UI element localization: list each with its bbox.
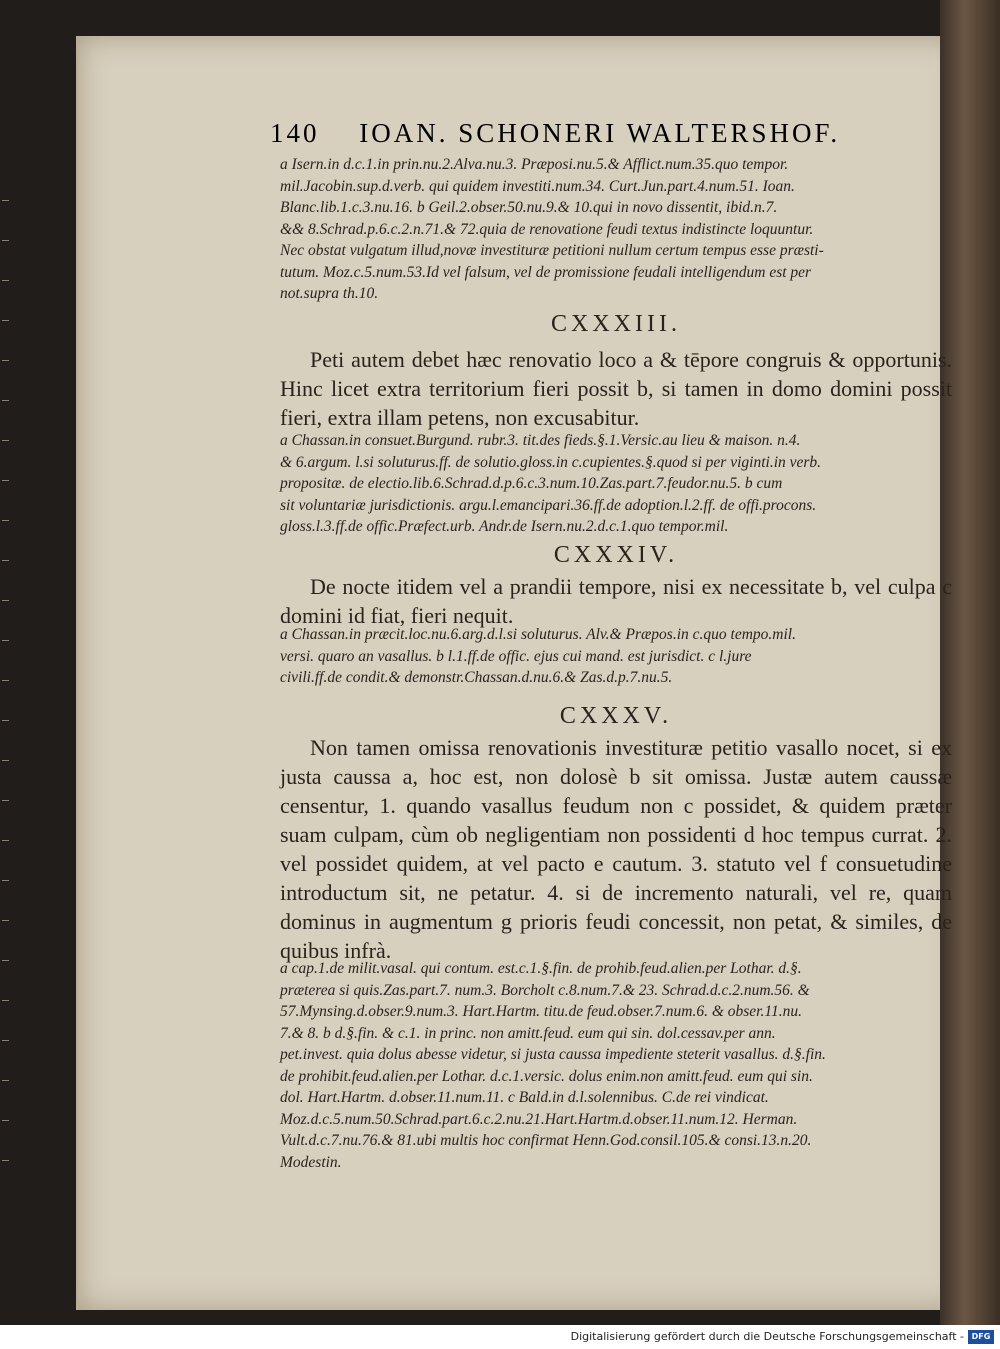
dfg-logo: DFG	[968, 1330, 994, 1344]
ruler-tick	[2, 360, 9, 361]
ruler-tick	[2, 760, 9, 761]
ruler-tick	[2, 320, 9, 321]
footnote-line: a Isern.in d.c.1.in prin.nu.2.Alva.nu.3. Præposi.nu.5.& Afflict.num.35.quo tempor.	[280, 156, 789, 173]
footnote-line: 7.& 8. b d.§.fin. & c.1. in princ. non amitt.feud. eum qui sin. dol.cessav.per ann.	[280, 1024, 776, 1042]
footnote-line: propositæ. de electio.lib.6.Schrad.d.p.6.c.3.num.10.Zas.part.7.feudor.nu.5. b cum	[280, 475, 783, 492]
ruler-tick	[2, 880, 9, 881]
footnote-line: dol. Hart.Hartm. d.obser.11.num.11. c Bald.in d.l.solennibus. C.de rei vindicat.	[280, 1089, 769, 1106]
ruler-tick	[2, 280, 9, 281]
ruler-tick	[2, 600, 9, 601]
footnote-line: && 8.Schrad.p.6.c.2.n.71.& 72.quia de renovatione feudi textus indistincte loquuntur.	[280, 220, 814, 238]
section-heading: CXXXIII.	[551, 311, 681, 337]
ruler-tick	[2, 440, 9, 441]
page-number: 140	[270, 118, 320, 148]
footnote-line: versi. quaro an vasallus. b l.1.ff.de offic. ejus cui mand. est jurisdict. c l.jure	[280, 647, 752, 665]
scan-ruler	[0, 0, 12, 1325]
section-heading: CXXXIV.	[553, 542, 679, 568]
ruler-tick	[2, 800, 9, 801]
footnote-line: & 6.argum. l.si soluturus.ff. de solutio.gloss.in c.cupientes.§.quod si per viginti.in verb.	[280, 453, 822, 471]
footnote-line: gloss.l.3.ff.de offic.Præfect.urb. Andr.de Isern.nu.2.d.c.1.quo tempor.mil.	[280, 518, 729, 535]
footnote-line: de prohibit.feud.alien.per Lothar. d.c.1.versic. dolus enim.non amitt.feud. eum qui sin.	[280, 1067, 813, 1085]
footnote-line: a Chassan.in præcit.loc.nu.6.arg.d.l.si soluturus. Alv.& Præpos.in c.quo tempo.mil.	[280, 626, 796, 643]
ruler-tick	[2, 1080, 9, 1081]
ruler-tick	[2, 1040, 9, 1041]
footnote-line: civili.ff.de condit.& demonstr.Chassan.d.nu.6.& Zas.d.p.7.nu.5.	[280, 669, 673, 686]
footnote-line: mil.Jacobin.sup.d.verb. qui quidem investiti.num.34. Curt.Jun.part.4.num.51. Ioan.	[280, 177, 795, 195]
footnote-line: a cap.1.de milit.vasal. qui contum. est.c.1.§.fin. de prohib.feud.alien.per Lothar. d.§.	[280, 960, 802, 977]
section-text: Peti autem debet hæc renovatio loco a & tēpore congruis & opportunis. Hinc licet extra territorium fieri possit b, si tamen in domo domini possit fieri, extra illam petens, non excusabitur.	[280, 347, 952, 430]
ruler-tick	[2, 200, 9, 201]
footnote-line: tutum. Moz.c.5.num.53.Id vel falsum, vel de promissione feudali intelligendum est per	[280, 263, 812, 281]
footnote-line: sit voluntariæ jurisdictionis. argu.l.emancipari.36.ff.de adoption.l.2.ff. de offi.procons.	[280, 496, 817, 514]
footnote-line: a Chassan.in consuet.Burgund. rubr.3. tit.des fieds.§.1.Versic.au lieu & maison. n.4.	[280, 432, 801, 449]
ruler-tick	[2, 480, 9, 481]
footer-bar	[0, 1325, 1000, 1349]
ruler-tick	[2, 840, 9, 841]
footnote-line: Vult.d.c.7.nu.76.& 81.ubi multis hoc confirmat Henn.God.consil.105.& consi.13.n.20.	[280, 1132, 812, 1149]
footnote-line: præterea si quis.Zas.part.7. num.3. Borcholt c.8.num.7.& 23. Schrad.d.c.2.num.56. &	[280, 981, 810, 999]
section-text: Non tamen omissa renovationis investituræ petitio vasallo nocet, si ex justa caussa a, hoc est, non dolosè b sit omissa. Justæ autem caussæ censentur, 1. quando vasallus feudum non c possidet, & quidem præter suam culpam, cùm ob negligentiam non possidenti d hoc tempus currat. 2. vel possidet quidem, at vel pacto e cautum. 3. statuto vel f consuetudine introductum sit, ne petatur. 4. si de incremento naturali, vel re, quam dominus in augmentum g prioris feudi concessit, non petat, & similes, de quibus infrà.	[280, 735, 952, 963]
ruler-tick	[2, 520, 9, 521]
section-heading: CXXXV.	[559, 703, 673, 729]
ruler-tick	[2, 680, 9, 681]
footnote-line: Moz.d.c.5.num.50.Schrad.part.6.c.2.nu.21.Hart.Hartm.d.obser.11.num.12. Herman.	[280, 1110, 798, 1128]
ruler-tick	[2, 1160, 9, 1161]
ruler-tick	[2, 240, 9, 241]
ruler-tick	[2, 1000, 9, 1001]
footnote-line: Blanc.lib.1.c.3.nu.16. b Geil.2.obser.50.nu.9.& 10.qui in novo dissentit, ibid.n.7.	[280, 199, 778, 216]
running-title: IOAN. SCHONERI WALTERSHOF.	[359, 118, 841, 148]
ruler-tick	[2, 1120, 9, 1121]
footnote-line: Nec obstat vulgatum illud,novæ investituræ petitioni nullum certum tempus esse præsti-	[280, 242, 824, 259]
footnote-line: 57.Mynsing.d.obser.9.num.3. Hart.Hartm. titu.de feud.obser.7.num.6. & obser.11.nu.	[280, 1003, 802, 1020]
footnote-line: not.supra th.10.	[280, 285, 379, 302]
footnote-line: Modestin.	[280, 1153, 342, 1171]
ruler-tick	[2, 560, 9, 561]
ruler-tick	[2, 920, 9, 921]
section-text: De nocte itidem vel a prandii tempore, nisi ex necessitate b, vel culpa c domini id fiat, fieri nequit.	[280, 574, 952, 628]
ruler-tick	[2, 720, 9, 721]
footnote-line: pet.invest. quia dolus abesse videtur, si justa caussa impediente steterit vasallus. d.§.fin.	[280, 1046, 826, 1063]
page-header	[270, 118, 950, 149]
ruler-tick	[2, 640, 9, 641]
ruler-tick	[2, 400, 9, 401]
ruler-tick	[2, 960, 9, 961]
footer-credit: Digitalisierung gefördert durch die Deutsche Forschungsgemeinschaft -	[570, 1330, 964, 1343]
